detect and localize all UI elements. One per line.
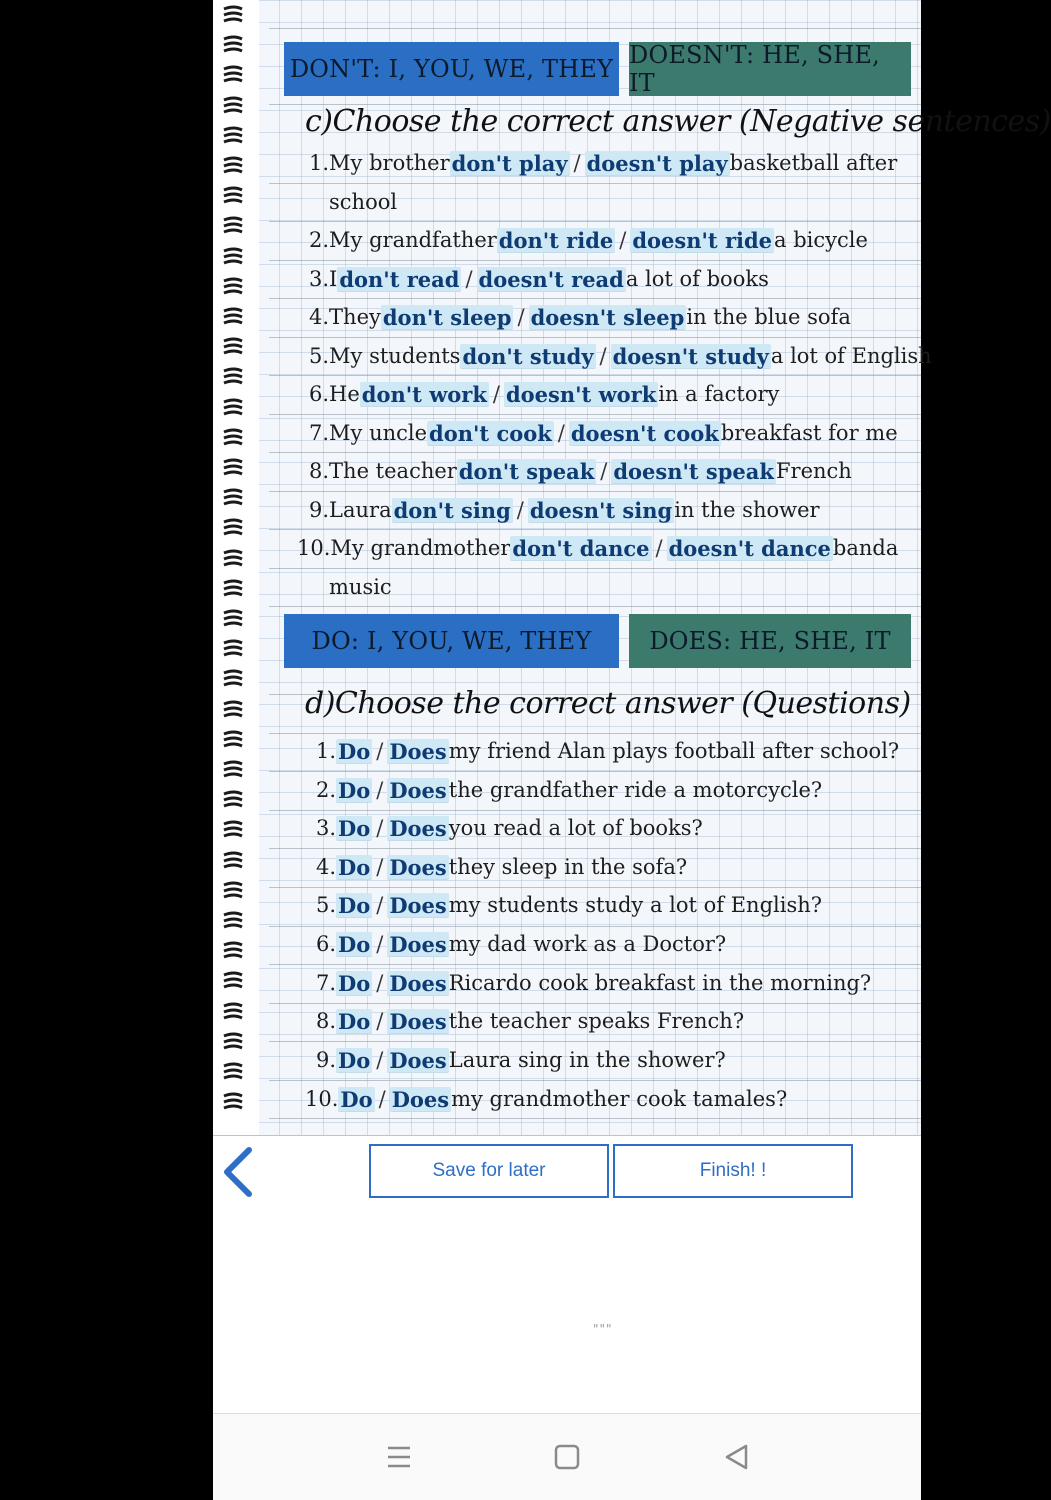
option-does[interactable]: Does <box>389 815 447 841</box>
spiral-ring-icon <box>222 398 242 418</box>
item-subject: He <box>329 382 360 406</box>
spiral-ring-icon <box>222 216 242 236</box>
option-separator: / <box>619 228 627 252</box>
list-item <box>309 299 851 335</box>
banner-do-text: DO: I, YOU, WE, THEY <box>311 627 592 655</box>
option-separator: / <box>465 267 473 291</box>
list-item <box>305 1081 787 1117</box>
option-separator: / <box>655 536 663 560</box>
item-number: 5. <box>316 893 337 917</box>
option-a[interactable]: don't dance <box>512 535 650 561</box>
rule-line <box>269 606 921 607</box>
item-rest: they sleep in the sofa? <box>448 855 688 879</box>
item-number: 6. <box>316 932 337 956</box>
list-item <box>309 453 852 489</box>
option-a[interactable]: don't cook <box>429 420 552 446</box>
item-number: 2. <box>309 228 330 252</box>
item-number: 7. <box>316 971 337 995</box>
spiral-ring-icon <box>222 518 242 538</box>
section-d-title: d)Choose the correct answer (Questions) <box>305 686 911 721</box>
item-number: 8. <box>309 459 330 483</box>
option-b[interactable]: doesn't speak <box>613 458 774 484</box>
item-continuation: school <box>329 190 398 214</box>
spiral-ring-icon <box>222 1092 242 1112</box>
menu-icon[interactable] <box>383 1441 415 1473</box>
spiral-ring-icon <box>222 911 242 931</box>
list-item <box>309 145 897 181</box>
rule-line <box>269 28 921 29</box>
option-separator: / <box>376 816 384 840</box>
list-item <box>316 926 726 962</box>
item-number: 4. <box>316 855 337 879</box>
section-c-title: c)Choose the correct answer (Negative sentences) <box>305 104 1051 139</box>
rule-line <box>269 1118 921 1119</box>
option-does[interactable]: Does <box>389 738 447 764</box>
option-separator: / <box>600 459 608 483</box>
item-rest: the teacher speaks French? <box>448 1009 745 1033</box>
banner-dont-text: DON'T: I, YOU, WE, THEY <box>289 55 614 83</box>
item-subject: The teacher <box>329 459 457 483</box>
spiral-ring-icon <box>222 458 242 478</box>
item-rest: the grandfather ride a motorcycle? <box>448 778 823 802</box>
item-rest: you read a lot of books? <box>448 816 703 840</box>
spiral-ring-icon <box>222 156 242 176</box>
option-separator: / <box>517 305 525 329</box>
option-a[interactable]: don't play <box>451 150 568 176</box>
option-a[interactable]: don't study <box>462 343 594 369</box>
item-rest: a bicycle <box>774 228 868 252</box>
item-number: 2. <box>316 778 337 802</box>
option-separator: / <box>557 421 565 445</box>
spiral-ring-icon <box>222 428 242 448</box>
item-number: 7. <box>309 421 330 445</box>
spiral-ring-icon <box>222 126 242 146</box>
option-does[interactable]: Does <box>389 892 447 918</box>
option-b[interactable]: doesn't cook <box>570 420 719 446</box>
spiral-ring-icon <box>222 790 242 810</box>
list-item <box>309 492 820 528</box>
option-separator: / <box>378 1087 386 1111</box>
list-item <box>316 849 687 885</box>
item-subject: Laura <box>329 498 392 522</box>
spiral-ring-icon <box>222 851 242 871</box>
banner-dont <box>284 42 619 96</box>
option-does[interactable]: Does <box>389 1047 447 1073</box>
option-do[interactable]: Do <box>338 815 371 841</box>
item-rest: basketball after <box>729 151 898 175</box>
option-does[interactable]: Does <box>389 931 447 957</box>
spiral-ring-icon <box>222 700 242 720</box>
item-subject: My grandfather <box>329 228 497 252</box>
square-icon[interactable] <box>551 1441 583 1473</box>
phone-screen <box>213 0 1051 1499</box>
spiral-ring-icon <box>222 1002 242 1022</box>
spiral-ring-icon <box>222 549 242 569</box>
spiral-ring-icon <box>222 35 242 55</box>
item-number: 1. <box>309 151 330 175</box>
item-rest: my dad work as a Doctor? <box>448 932 727 956</box>
banner-does-text: DOES: HE, SHE, IT <box>649 627 891 655</box>
spiral-ring-icon <box>222 609 242 629</box>
spiral-ring-icon <box>222 307 242 327</box>
spiral-ring-icon <box>222 488 242 508</box>
spiral-ring-icon <box>222 820 242 840</box>
list-item <box>316 887 822 923</box>
item-rest: in the blue sofa <box>686 305 851 329</box>
item-rest: a lot of books <box>625 267 769 291</box>
option-a[interactable]: don't speak <box>458 458 595 484</box>
option-do[interactable]: Do <box>338 1008 371 1034</box>
spiral-binding <box>213 0 259 1135</box>
item-number: 10. <box>297 536 331 560</box>
option-b[interactable]: doesn't sleep <box>530 304 685 330</box>
item-rest: a lot of English <box>770 344 932 368</box>
item-rest: Ricardo cook breakfast in the morning? <box>448 971 872 995</box>
item-rest: breakfast for me <box>720 421 898 445</box>
spiral-ring-icon <box>222 941 242 961</box>
list-item <box>309 338 932 374</box>
item-number: 8. <box>316 1009 337 1033</box>
option-b[interactable]: doesn't study <box>612 343 769 369</box>
list-item <box>316 810 703 846</box>
item-subject: My grandmother <box>330 536 511 560</box>
option-separator: / <box>516 498 524 522</box>
option-do[interactable]: Do <box>338 970 371 996</box>
list-item <box>316 772 822 808</box>
list-item <box>309 261 769 297</box>
option-do[interactable]: Do <box>340 1086 373 1112</box>
option-do[interactable]: Do <box>338 1047 371 1073</box>
banner-does <box>629 614 911 668</box>
item-number: 4. <box>309 305 330 329</box>
item-continuation: music <box>329 575 392 599</box>
option-do[interactable]: Do <box>338 931 371 957</box>
option-do[interactable]: Do <box>338 777 371 803</box>
item-subject: My students <box>329 344 461 368</box>
spiral-ring-icon <box>222 639 242 659</box>
option-separator: / <box>376 778 384 802</box>
list-item <box>316 1042 726 1078</box>
option-a[interactable]: don't work <box>361 381 487 407</box>
option-b[interactable]: doesn't read <box>478 266 624 292</box>
save-for-later-button[interactable]: Save for later <box>369 1144 609 1198</box>
spiral-ring-icon <box>222 277 242 297</box>
option-do[interactable]: Do <box>338 738 371 764</box>
option-b[interactable]: doesn't play <box>586 150 728 176</box>
spiral-ring-icon <box>222 5 242 25</box>
option-separator: / <box>376 893 384 917</box>
list-item <box>297 530 898 566</box>
item-subject: My brother <box>329 151 450 175</box>
item-number: 9. <box>309 498 330 522</box>
option-separator: / <box>573 151 581 175</box>
option-do[interactable]: Do <box>338 892 371 918</box>
spiral-ring-icon <box>222 96 242 116</box>
chevron-left-icon[interactable] <box>217 1144 257 1200</box>
item-rest: in the shower <box>674 498 820 522</box>
item-number: 3. <box>309 267 330 291</box>
item-rest: my friend Alan plays football after school? <box>448 739 900 763</box>
spiral-ring-icon <box>222 1032 242 1052</box>
option-b[interactable]: doesn't work <box>505 381 657 407</box>
option-separator: / <box>599 344 607 368</box>
option-a[interactable]: don't sing <box>393 497 511 523</box>
item-number: 9. <box>316 1048 337 1072</box>
spiral-ring-icon <box>222 337 242 357</box>
item-rest: my students study a lot of English? <box>448 893 823 917</box>
option-separator: / <box>376 1009 384 1033</box>
option-does[interactable]: Does <box>389 970 447 996</box>
option-separator: / <box>376 971 384 995</box>
item-subject: I <box>329 267 338 291</box>
spiral-ring-icon <box>222 971 242 991</box>
banner-do <box>284 614 619 668</box>
spiral-ring-icon <box>222 65 242 85</box>
item-subject: They <box>329 305 381 329</box>
option-separator: / <box>492 382 500 406</box>
option-a[interactable]: don't ride <box>498 227 614 253</box>
spiral-ring-icon <box>222 1062 242 1082</box>
finish-button[interactable]: Finish! ! <box>613 1144 853 1198</box>
option-b[interactable]: doesn't sing <box>529 497 673 523</box>
list-item <box>309 415 898 451</box>
banner-doesnt-text: DOESN'T: HE, SHE, IT <box>629 41 880 97</box>
option-separator: / <box>376 739 384 763</box>
item-rest: banda <box>832 536 899 560</box>
list-item <box>309 222 868 258</box>
spiral-ring-icon <box>222 367 242 387</box>
item-rest: Laura sing in the shower? <box>448 1048 726 1072</box>
option-does[interactable]: Does <box>389 1008 447 1034</box>
banner-doesnt <box>629 42 911 96</box>
option-does[interactable]: Does <box>391 1086 450 1112</box>
spiral-ring-icon <box>222 247 242 267</box>
item-number: 5. <box>309 344 330 368</box>
option-separator: / <box>376 855 384 879</box>
option-separator: / <box>376 932 384 956</box>
spiral-ring-icon <box>222 730 242 750</box>
spiral-ring-icon <box>222 186 242 206</box>
option-does[interactable]: Does <box>389 777 447 803</box>
spiral-ring-icon <box>222 881 242 901</box>
option-a[interactable]: don't sleep <box>382 304 512 330</box>
item-rest: my grandmother cook tamales? <box>451 1087 788 1111</box>
spiral-ring-icon <box>222 579 242 599</box>
item-number: 10. <box>305 1087 339 1111</box>
loading-dots: """ <box>593 1322 613 1336</box>
item-number: 1. <box>316 739 337 763</box>
item-subject: My uncle <box>329 421 428 445</box>
system-nav-bar <box>213 1413 921 1500</box>
spiral-ring-icon <box>222 760 242 780</box>
list-item <box>316 1003 744 1039</box>
item-number: 3. <box>316 816 337 840</box>
item-number: 6. <box>309 382 330 406</box>
option-b[interactable]: doesn't dance <box>668 535 831 561</box>
list-item <box>316 965 871 1001</box>
option-b[interactable]: doesn't ride <box>632 227 773 253</box>
option-a[interactable]: don't read <box>339 266 460 292</box>
list-item <box>316 733 899 769</box>
list-item <box>309 376 779 412</box>
item-rest: in a factory <box>658 382 780 406</box>
triangle-back-icon[interactable] <box>721 1441 753 1473</box>
option-does[interactable]: Does <box>389 854 447 880</box>
worksheet <box>213 0 1051 1136</box>
spiral-ring-icon <box>222 669 242 689</box>
item-rest: French <box>775 459 852 483</box>
option-do[interactable]: Do <box>338 854 371 880</box>
option-separator: / <box>376 1048 384 1072</box>
